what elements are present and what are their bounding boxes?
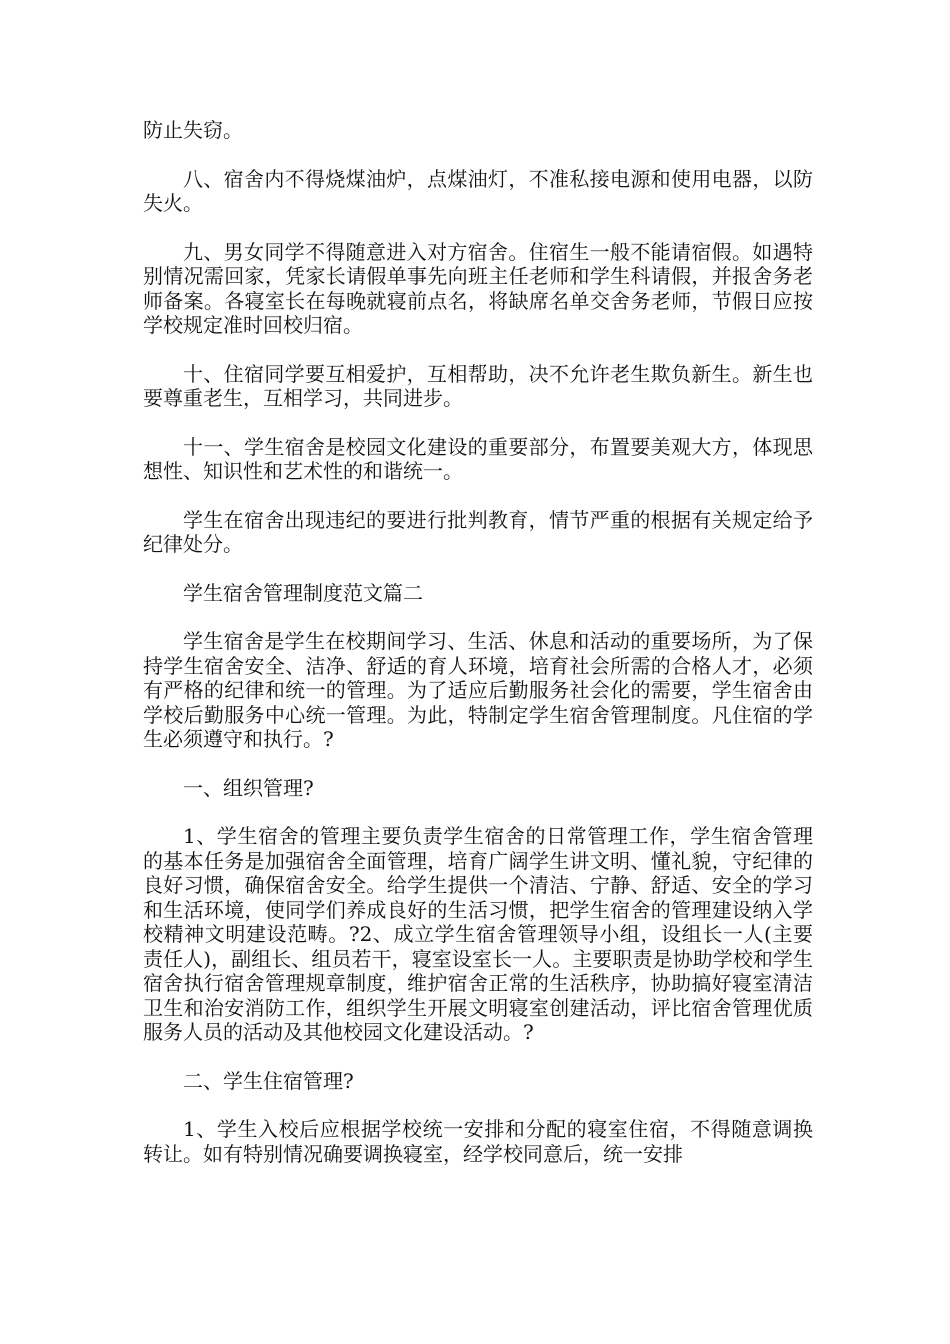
paragraph-accommodation: 1、学生入校后应根据学校统一安排和分配的寝室住宿，不得随意调换转让。如有特别情况确要调换寝室，经学校同意后，统一安排 [143, 1117, 813, 1166]
subheading-organization: 一、组织管理? [183, 775, 314, 800]
paragraph-organization: 1、学生宿舍的管理主要负责学生宿舍的日常管理工作，学生宿舍管理的基本任务是加强宿舍全面管理，培育广阔学生讲文明、懂礼貌，守纪律的良好习惯，确保宿舍安全。给学生提供一个清洁、宁静、舒适、安全的学习和生活环境，使同学们养成良好的生活习惯，把学生宿舍的管理建设纳入学校精神文明建设范畴。?2、成立学生宿舍管理领导小组，设组长一人(主要责任人)，副组长、组员若干，寝室设室长一人。主要职责是协助学校和学生宿舍执行宿舍管理规章制度，维护宿舍正常的生活秩序，协助搞好寝室清洁卫生和治安消防工作，组织学生开展文明寝室创建活动，评比宿舍管理优质服务人员的活动及其他校园文化建设活动。? [143, 824, 813, 1044]
paragraph-rule-9: 九、男女同学不得随意进入对方宿舍。住宿生一般不能请宿假。如遇特别情况需回家，凭家长请假单事先向班主任老师和学生科请假，并报舍务老师备案。各寝室长在每晚就寝前点名，将缺席名单交舍务老师，节假日应按学校规定准时回校归宿。 [143, 239, 813, 337]
paragraph-rule-8: 八、宿舍内不得烧煤油炉，点煤油灯，不准私接电源和使用电器，以防失火。 [143, 166, 813, 215]
paragraph-1: 防止失窃。 [143, 118, 243, 142]
subheading-accommodation: 二、学生住宿管理? [183, 1068, 354, 1093]
paragraph-rule-11: 十一、学生宿舍是校园文化建设的重要部分，布置要美观大方，体现思想性、知识性和艺术性的和谐统一。 [143, 434, 813, 483]
section-heading: 学生宿舍管理制度范文篇二 [183, 580, 423, 605]
paragraph-intro: 学生宿舍是学生在校期间学习、生活、休息和活动的重要场所，为了保持学生宿舍安全、洁净、舒适的育人环境，培育社会所需的合格人才，必须有严格的纪律和统一的管理。为了适应后勤服务社会化的需要，学生宿舍由学校后勤服务中心统一管理。为此，特制定学生宿舍管理制度。凡住宿的学生必须遵守和执行。? [143, 629, 813, 751]
paragraph-discipline: 学生在宿舍出现违纪的要进行批判教育，情节严重的根据有关规定给予纪律处分。 [143, 507, 813, 556]
document-body [143, 118, 813, 1190]
paragraph-rule-10: 十、住宿同学要互相爱护，互相帮助，决不允许老生欺负新生。新生也要尊重老生，互相学习，共同进步。 [143, 361, 813, 410]
